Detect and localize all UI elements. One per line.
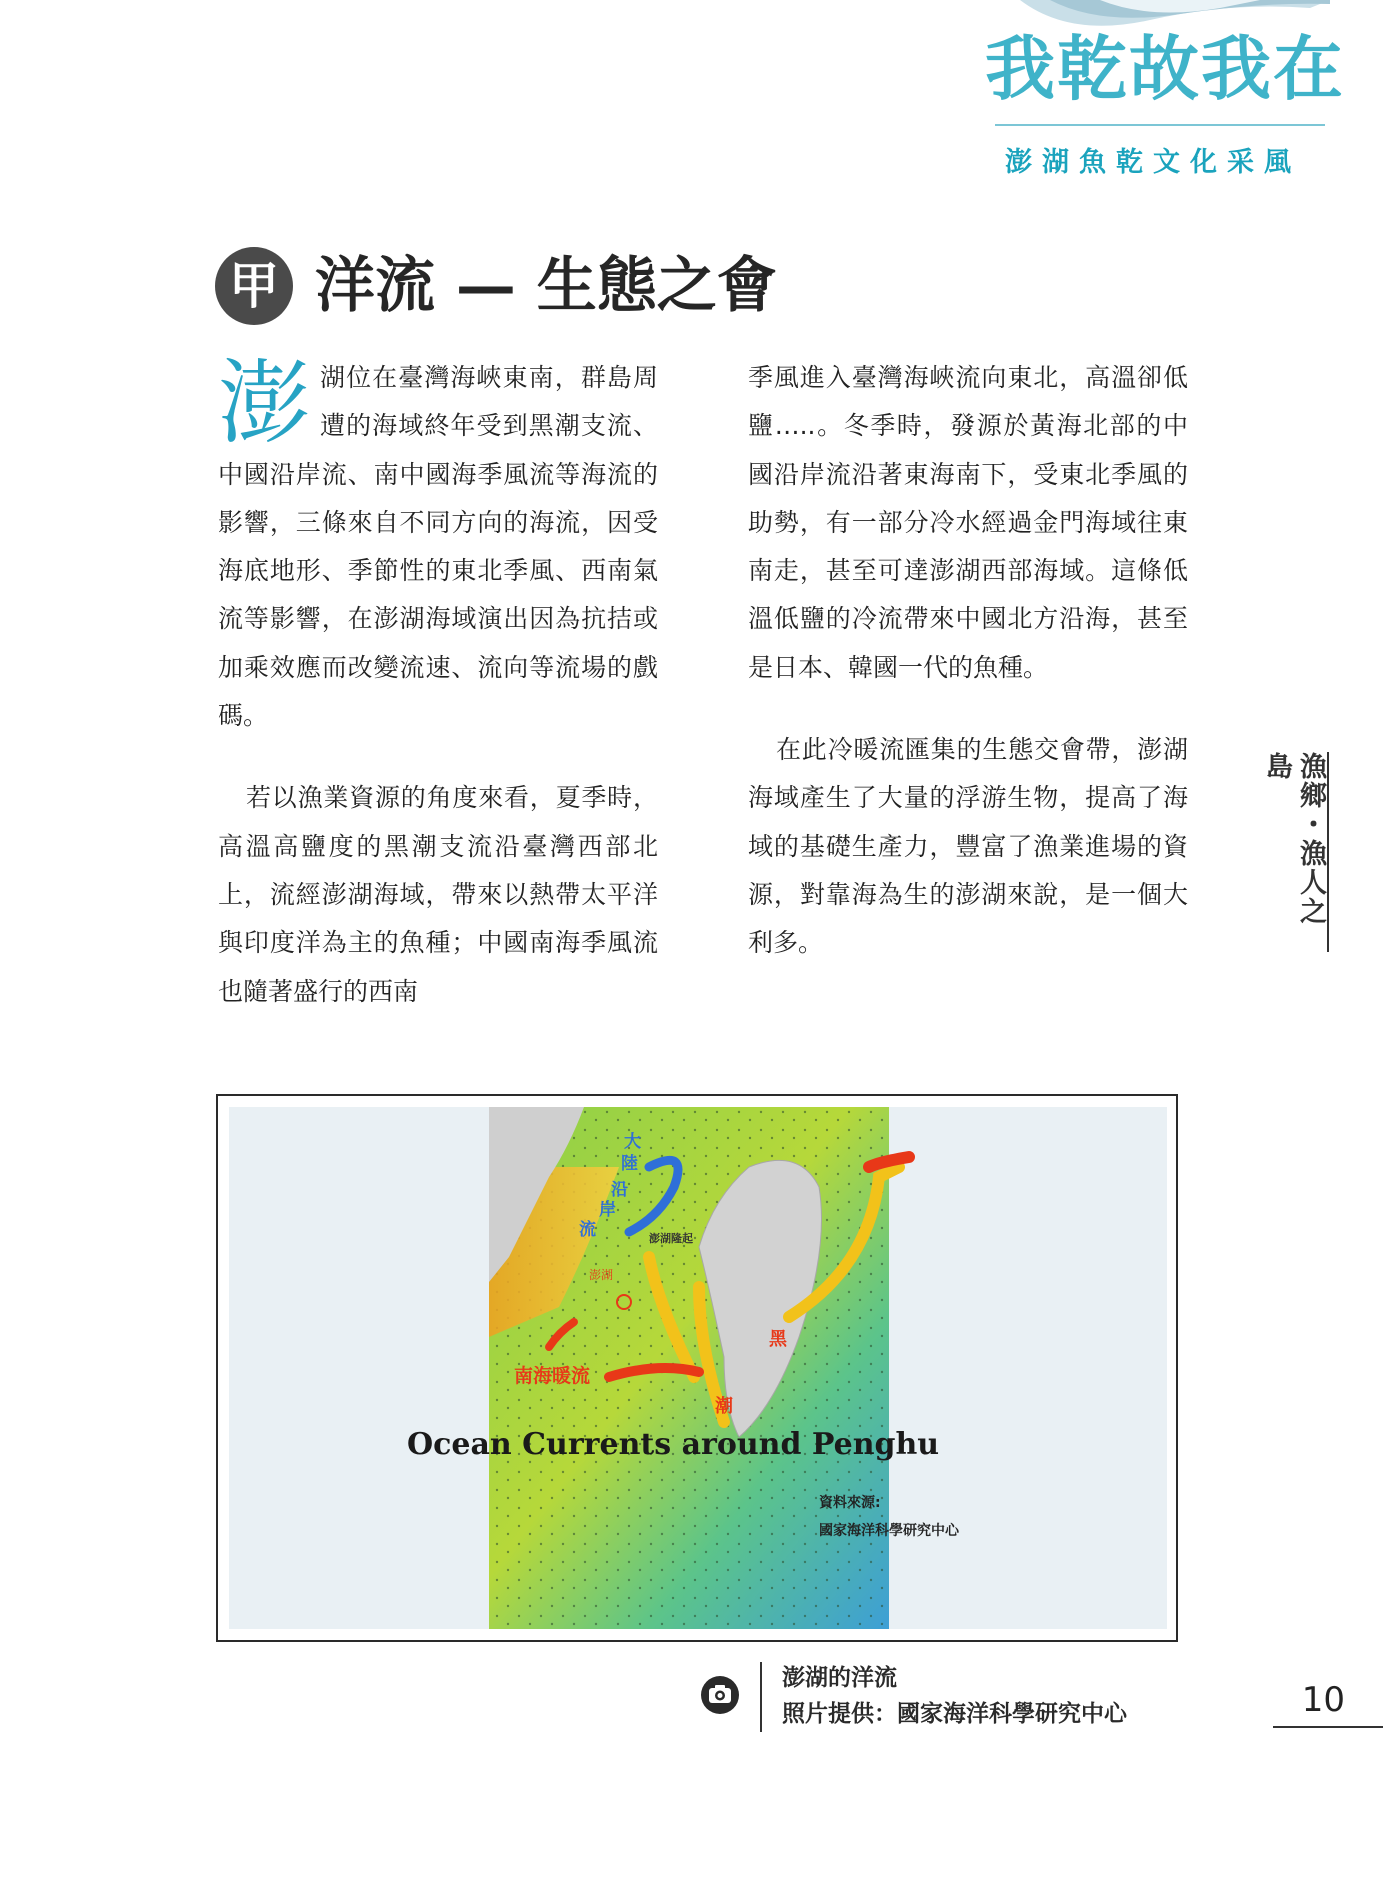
section-badge: 甲	[215, 247, 293, 325]
label-china-coastal-1: 大	[624, 1132, 641, 1152]
label-kuroshio-1: 黑	[769, 1329, 787, 1350]
label-china-coastal-4: 岸	[599, 1200, 616, 1220]
map-source-heading: 資料來源:	[819, 1495, 881, 1511]
brand-subtitle: 澎湖魚乾文化采風	[1005, 147, 1301, 178]
paragraph	[218, 350, 658, 740]
paragraph: 季風進入臺灣海峽流向東北，高溫卻低鹽…..。冬季時，發源於黃海北部的中國沿岸流沿著東海南下，受東北季風的助勢，有一部分冷水經過金門海域往東南走，甚至可達澎湖西部海域。這條低溫低鹽的冷流帶來中國北方沿海，甚至是日本、韓國一代的魚種。	[748, 363, 1188, 682]
text-column-right	[748, 354, 1188, 968]
chapter-side-tab: 漁鄉・漁人之島	[1293, 752, 1329, 952]
label-china-coastal-3: 沿	[611, 1180, 628, 1200]
label-penghu: 澎湖	[589, 1268, 614, 1282]
map-title: Ocean Currents around Penghu	[407, 1427, 940, 1462]
brand-divider	[995, 124, 1325, 126]
figure-frame	[216, 1094, 1178, 1642]
ocean-current-map	[229, 1107, 1167, 1629]
dropcap: 澎	[218, 350, 311, 457]
paragraph-text: 湖位在臺灣海峽東南，群島周遭的海域終年受到黑潮支流、中國沿岸流、南中國海季風流等海流的影響，三條來自不同方向的海流，因受海底地形、季節性的東北季風、西南氣流等影響，在澎湖海域演出因為抗拮或加乘效應而改變流速、流向等流場的戲碼。	[218, 363, 658, 731]
label-china-coastal-5: 流	[579, 1220, 596, 1240]
label-uplift: 澎湖隆起	[649, 1232, 693, 1245]
map-graphic	[229, 1107, 1167, 1629]
paragraph: 若以漁業資源的角度來看，夏季時，高溫高鹽度的黑潮支流沿臺灣西部北上，流經澎湖海域，帶來以熱帶太平洋與印度洋為主的魚種；中國南海季風流也隨著盛行的西南	[218, 783, 658, 1006]
paragraph: 在此冷暖流匯集的生態交會帶，澎湖海域產生了大量的浮游生物，提高了海域的基礎生產力，豐富了漁業進場的資源，對靠海為生的澎湖來說，是一個大利多。	[748, 735, 1188, 958]
caption-divider	[760, 1662, 762, 1732]
figure-caption	[782, 1660, 1127, 1732]
caption-credit: 照片提供：國家海洋科學研究中心	[782, 1701, 1127, 1727]
page-number: 10	[1301, 1680, 1345, 1720]
map-source-name: 國家海洋科學研究中心	[819, 1523, 959, 1539]
text-column-left	[218, 350, 658, 1016]
brand-title: 我乾故我在	[985, 27, 1345, 110]
camera-icon	[700, 1675, 740, 1715]
label-kuroshio-2: 潮	[715, 1396, 733, 1417]
caption-title: 澎湖的洋流	[782, 1665, 897, 1691]
page-number-rule	[1273, 1726, 1383, 1728]
section-title: 洋流 — 生態之會	[315, 251, 777, 321]
label-china-coastal-2: 陸	[621, 1154, 638, 1174]
label-south-sea-current: 南海暖流	[514, 1365, 591, 1387]
